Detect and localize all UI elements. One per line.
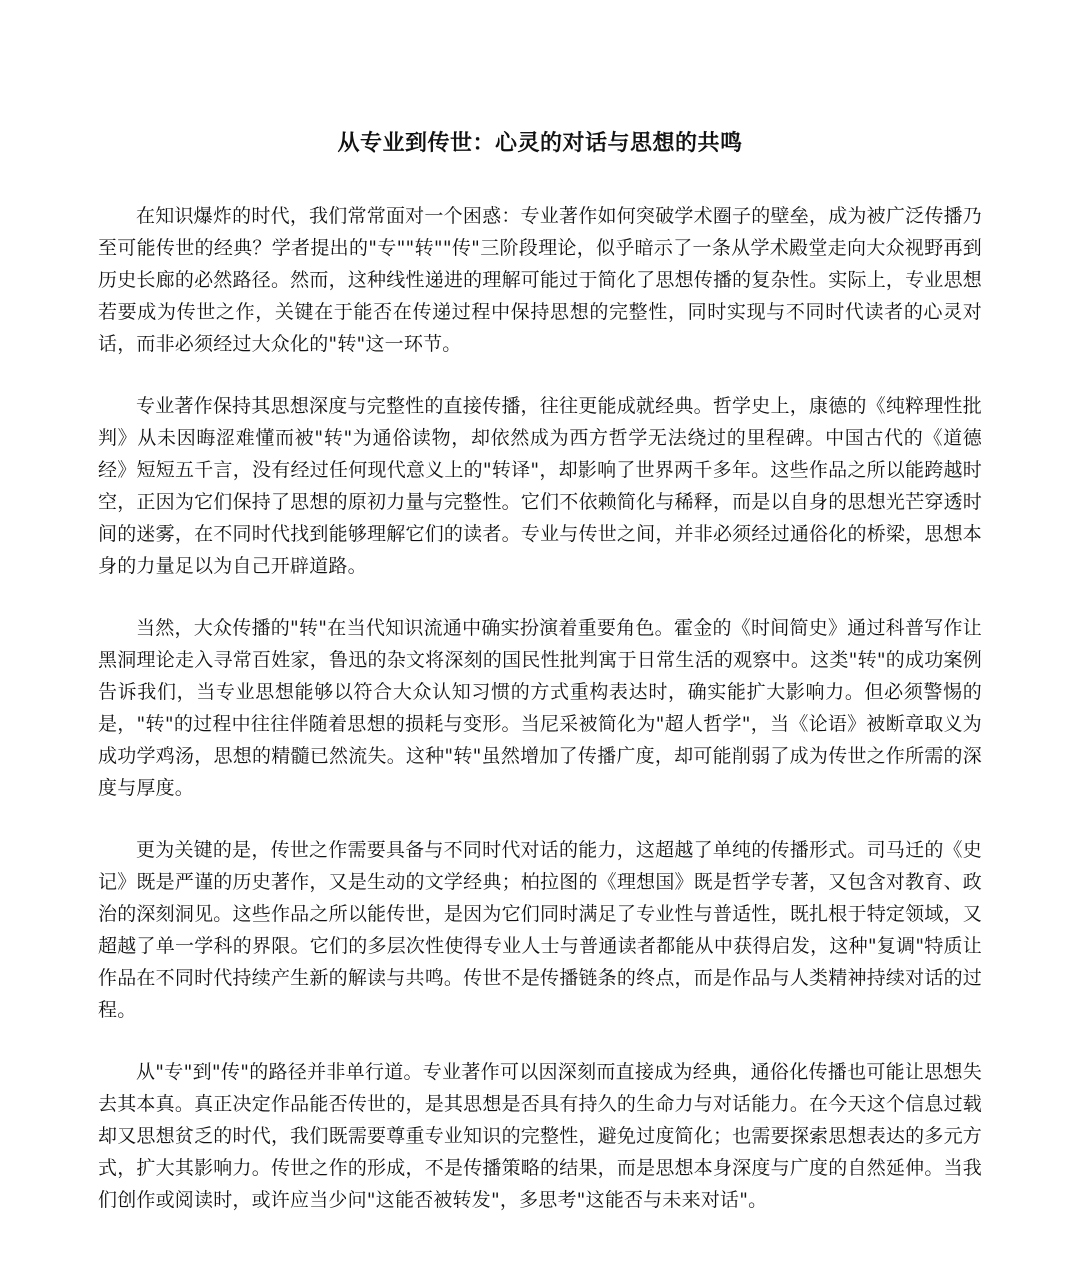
- document-page: [98, 126, 982, 1246]
- paragraph-1: 在知识爆炸的时代，我们常常面对一个困惑：专业著作如何突破学术圈子的壁垒，成为被广泛传播乃至可能传世的经典？学者提出的"专""转""传"三阶段理论，似乎暗示了一条从学术殿堂走向大众视野再到历史长廊的必然路径。然而，这种线性递进的理解可能过于简化了思想传播的复杂性。实际上，专业思想若要成为传世之作，关键在于能否在传递过程中保持思想的完整性，同时实现与不同时代读者的心灵对话，而非必须经过大众化的"转"这一环节。: [98, 205, 982, 355]
- paragraph-5: 从"专"到"传"的路径并非单行道。专业著作可以因深刻而直接成为经典，通俗化传播也可能让思想失去其本真。真正决定作品能否传世的，是其思想是否具有持久的生命力与对话能力。在今天这个信息过载却又思想贫乏的时代，我们既需要尊重专业知识的完整性，避免过度简化；也需要探索思想表达的多元方式，扩大其影响力。传世之作的形成，不是传播策略的结果，而是思想本身深度与广度的自然延伸。当我们创作或阅读时，或许应当少问"这能否被转发"，多思考"这能否与未来对话"。: [98, 1061, 982, 1211]
- paragraph-3: 当然，大众传播的"转"在当代知识流通中确实扮演着重要角色。霍金的《时间简史》通过科普写作让黑洞理论走入寻常百姓家，鲁迅的杂文将深刻的国民性批判寓于日常生活的观察中。这类"转"的成功案例告诉我们，当专业思想能够以符合大众认知习惯的方式重构表达时，确实能扩大影响力。但必须警惕的是，"转"的过程中往往伴随着思想的损耗与变形。当尼采被简化为"超人哲学"，当《论语》被断章取义为成功学鸡汤，思想的精髓已然流失。这种"转"虽然增加了传播广度，却可能削弱了成为传世之作所需的深度与厚度。: [98, 617, 982, 799]
- paragraph-4: 更为关键的是，传世之作需要具备与不同时代对话的能力，这超越了单纯的传播形式。司马迁的《史记》既是严谨的历史著作，又是生动的文学经典；柏拉图的《理想国》既是哲学专著，又包含对教育、政治的深刻洞见。这些作品之所以能传世，是因为它们同时满足了专业性与普适性，既扎根于特定领域，又超越了单一学科的界限。它们的多层次性使得专业人士与普通读者都能从中获得启发，这种"复调"特质让作品在不同时代持续产生新的解读与共鸣。传世不是传播链条的终点，而是作品与人类精神持续对话的过程。: [98, 839, 982, 1021]
- paragraph-2: 专业著作保持其思想深度与完整性的直接传播，往往更能成就经典。哲学史上，康德的《纯粹理性批判》从未因晦涩难懂而被"转"为通俗读物，却依然成为西方哲学无法绕过的里程碑。中国古代的《道德经》短短五千言，没有经过任何现代意义上的"转译"，却影响了世界两千多年。这些作品之所以能跨越时空，正因为它们保持了思想的原初力量与完整性。它们不依赖简化与稀释，而是以自身的思想光芒穿透时间的迷雾，在不同时代找到能够理解它们的读者。专业与传世之间，并非必须经过通俗化的桥梁，思想本身的力量足以为自己开辟道路。: [98, 395, 982, 577]
- essay-title: 从专业到传世：心灵的对话与思想的共鸣: [337, 130, 743, 156]
- essay-body: [98, 200, 982, 1216]
